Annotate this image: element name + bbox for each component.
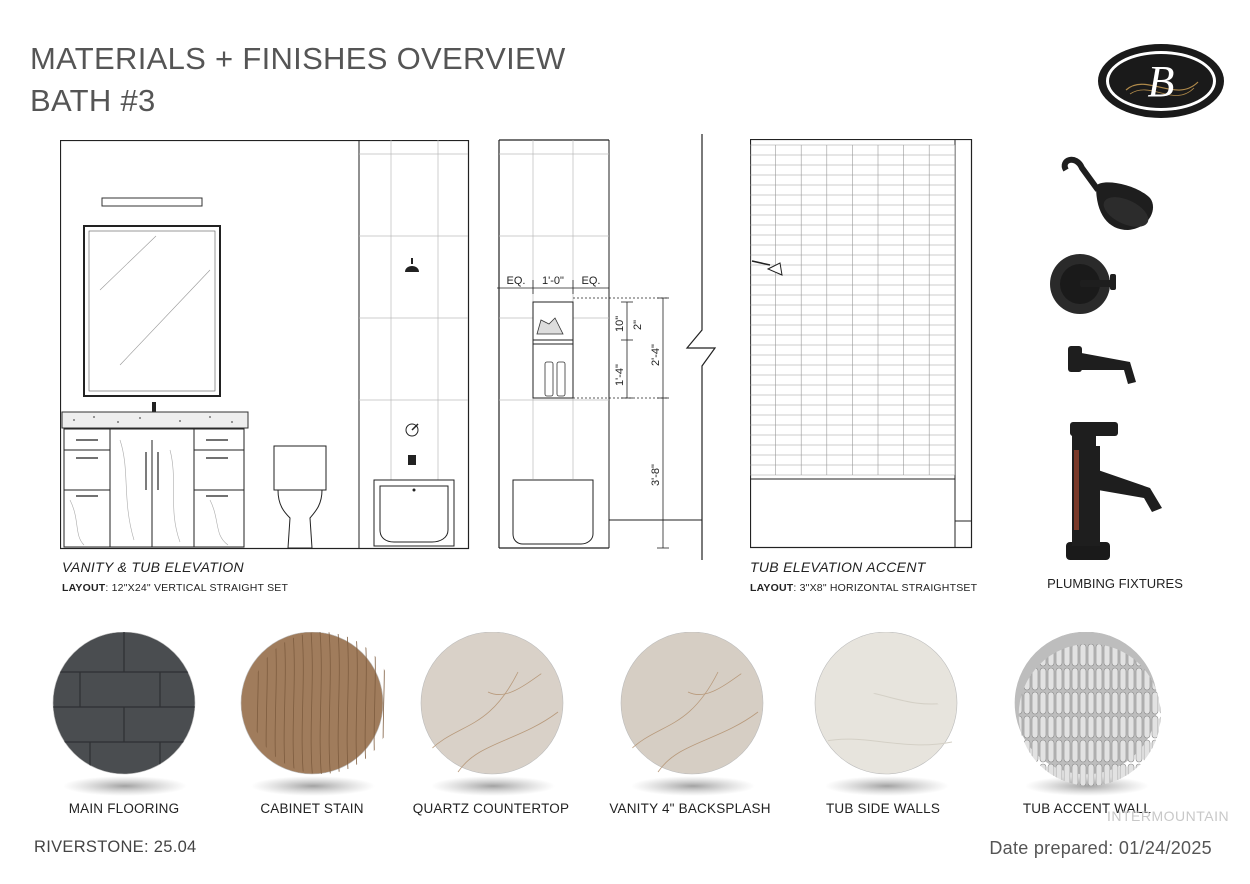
swatch-label: TUB ACCENT WALL — [1022, 801, 1152, 816]
vanity-cabinet — [64, 429, 244, 547]
swatch-label: MAIN FLOORING — [68, 801, 180, 816]
faucet-icon — [1066, 422, 1162, 560]
swatch-circle — [418, 632, 568, 802]
swatch-circle — [618, 632, 768, 802]
swatch-circle — [50, 632, 200, 802]
swatch-label: VANITY 4" BACKSPLASH — [609, 801, 771, 816]
swatch-3 — [618, 632, 768, 802]
countertop — [62, 412, 248, 428]
swatch-0 — [50, 632, 200, 802]
page-title — [30, 38, 566, 122]
logo-letter: B — [1147, 57, 1175, 106]
niche-section-drawing — [497, 134, 722, 560]
dim-10: 10" — [614, 315, 626, 332]
dim-1-4: 1'-4" — [614, 364, 626, 386]
toilet — [274, 446, 326, 490]
swatch-label: CABINET STAIN — [260, 801, 364, 816]
swatch-circle — [1012, 632, 1162, 802]
shower-head-icon — [1065, 160, 1153, 233]
swatch-circle — [238, 632, 388, 802]
dim-3-8: 3'-8" — [650, 464, 662, 486]
swatch-5 — [1012, 632, 1162, 802]
swatch-label: TUB SIDE WALLS — [825, 801, 941, 816]
swatch-2 — [418, 632, 568, 802]
title-line-1: MATERIALS + FINISHES OVERVIEW — [30, 41, 566, 76]
vanity-tub-layout-note — [62, 582, 288, 594]
swatch-4 — [812, 632, 962, 802]
valve-trim-icon — [1050, 254, 1116, 314]
title-line-2: BATH #3 — [30, 83, 156, 118]
monogram-logo — [1096, 42, 1226, 120]
layout-value: : 3"X8" HORIZONTAL STRAIGHTSET — [793, 582, 978, 594]
project-code: RIVERSTONE: 25.04 — [34, 838, 197, 856]
plumbing-fixtures-label: PLUMBING FIXTURES — [1047, 576, 1183, 591]
dim-eq-right: EQ. — [581, 275, 601, 287]
plumbing-fixtures-group — [1040, 150, 1190, 570]
tub-accent-elevation-label: TUB ELEVATION ACCENT — [750, 559, 926, 575]
mirror — [84, 226, 220, 396]
dim-eq-left: EQ. — [506, 275, 526, 287]
date-prepared: Date prepared: 01/24/2025 — [989, 838, 1212, 858]
watermark-text: INTERMOUNTAIN — [1107, 808, 1230, 824]
tub-accent-layout-note — [750, 582, 977, 594]
swatch-label: QUARTZ COUNTERTOP — [412, 801, 570, 816]
dim-2-4: 2'-4" — [650, 344, 662, 366]
vanity-tub-elevation-drawing — [60, 140, 470, 550]
swatch-1 — [238, 632, 388, 802]
dim-niche-width: 1'-0" — [542, 275, 564, 287]
tub-spout-icon — [1068, 346, 1136, 384]
layout-prefix: LAYOUT — [750, 582, 794, 594]
layout-prefix: LAYOUT — [62, 582, 106, 594]
layout-value: : 12"X24" VERTICAL STRAIGHT SET — [105, 582, 289, 594]
swatch-circle — [812, 632, 962, 802]
vanity-tub-elevation-label: VANITY & TUB ELEVATION — [62, 559, 244, 575]
tub-accent-elevation-drawing — [750, 139, 974, 550]
dim-2: 2" — [632, 319, 644, 330]
